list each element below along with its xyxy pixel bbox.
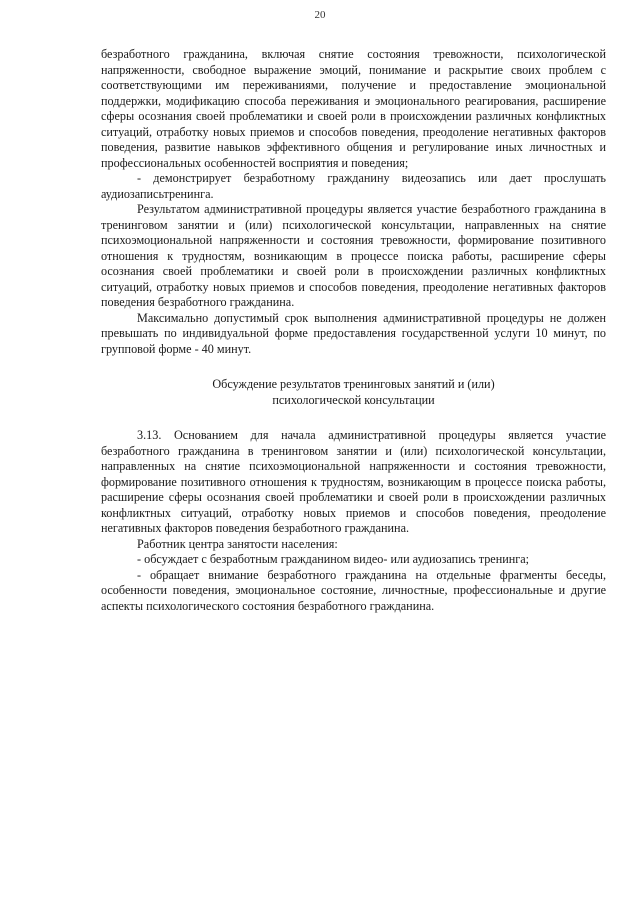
section-heading — [101, 377, 606, 408]
section-heading-line-2: психологической консультации — [272, 392, 435, 407]
paragraph-time-limit: Максимально допустимый срок выполнения административной процедуры не должен превышать по индивидуальной форме предоставления государственной услуги 10 минут, по групповой форме - 40 минут. — [101, 310, 606, 356]
paragraph-3-13: 3.13. Основанием для начала административной процедуры является участие безработного гражданина в тренинговом занятии и (или) психологической консультации, направленных на снятие психоэмоциональной напряженности и состояния тревожности, формирование позитивного отношения к трудностям, возникающим в процессе поиска работы, расширение сферы осознания своей проблематики и своей роли в происхождении различных конфликтных ситуаций, отработку новых приемов и способов поведения, преодоление негативных факторов поведения безработного гражданина. — [101, 428, 606, 535]
paragraph-result: Результатом административной процедуры является участие безработного гражданина в тренинговом занятии и (или) психологической консультации, направленных на снятие психоэмоциональной напряженности и состояния тревожности, формирование позитивного отношения к трудностям, возникающим в процессе поиска работы, расширение сферы осознания своей проблематики и своей роли в происхождении различных конфликтных ситуаций, отработку новых приемов и способов поведения, преодоление негативных факторов поведения безработного гражданина. — [101, 202, 606, 309]
paragraph-worker: Работник центра занятости населения: — [137, 536, 338, 551]
section-heading-line-1: Обсуждение результатов тренинговых занятий и (или) — [212, 377, 495, 391]
paragraph-continuation: безработного гражданина, включая снятие состояния тревожности, психологической напряженности, свободное выражение эмоций, понимание и раскрытие своих проблем с соответствующими им переживаниями, получение и предоставление эмоциональной поддержки, модификацию способа переживания и эмоционального реагирования, расширение сферы осознания своей проблематики и своей роли в происхождении различных конфликтных ситуаций, отработку новых приемов и способов поведения, преодоление негативных факторов поведения, развитие навыков эффективного общения и регулирование иных личностных и профессиональных особенностей восприятия и поведения; — [101, 47, 606, 170]
paragraph-draws-attention: - обращает внимание безработного гражданина на отдельные фрагменты беседы, особенности поведения, эмоциональное состояние, личностные, профессиональные и другие аспекты психологического состояния безработного гражданина. — [101, 567, 606, 613]
paragraph-discusses: - обсуждает с безработным гражданином видео- или аудиозапись тренинга; — [137, 552, 530, 566]
page-number: 20 — [314, 9, 326, 21]
paragraph-demonstration: - демонстрирует безработному гражданину видеозапись или дает прослушать аудиозаписьтренинга. — [101, 171, 606, 201]
document-body — [101, 47, 606, 614]
